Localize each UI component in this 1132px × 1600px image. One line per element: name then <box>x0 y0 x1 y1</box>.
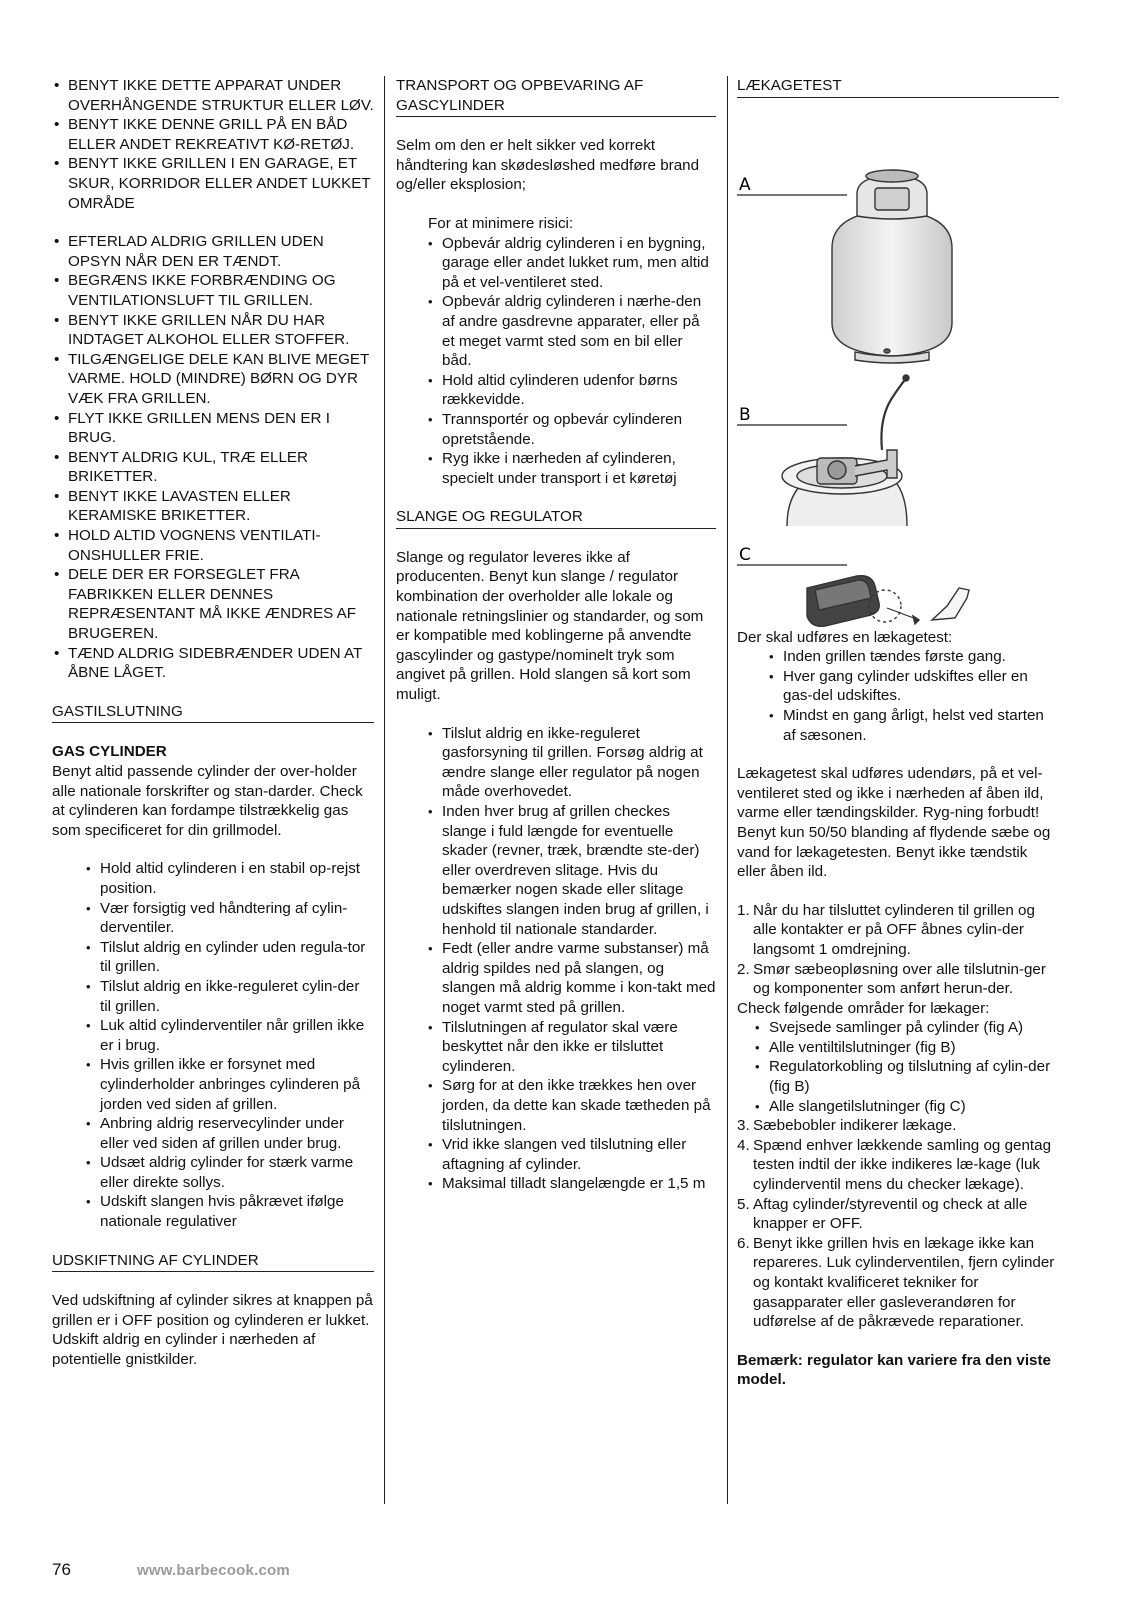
check-intro: Check følgende områder for lækager: <box>737 999 990 1017</box>
list-item: • BENYT IKKE DENNE GRILL PÅ EN BÅD ELLER ANDET REKREATIVT KØ-RETØJ. <box>52 115 374 154</box>
hose-connection-illustration <box>807 575 969 626</box>
step-number: 6. <box>737 1234 750 1252</box>
page-number: 76 <box>52 1560 71 1579</box>
transport-text: Selm om den er helt sikker ved korrekt håndtering kan skødesløshed medføre brand og/eller eksplosion; <box>396 137 700 194</box>
list-item: • Vær forsigtig ved håndtering af cylin-derventiler. <box>84 899 374 938</box>
list-item: • Anbring aldrig reservecylinder under eller ved siden af grillen under brug. <box>84 1114 374 1153</box>
list-item: • Hver gang cylinder udskiftes eller en gas-del udskiftes. <box>767 667 1059 706</box>
replace-cylinder-text: Ved udskiftning af cylinder sikres at knappen på grillen er i OFF position og cylinderen er lukket. Udskift aldrig en cylinder i nærheden af potentielle gnistkilder. <box>52 1292 373 1369</box>
list-item: • BENYT IKKE DETTE APPARAT UNDER OVERHÅNGENDE STRUKTUR ELLER LØV. <box>52 76 374 115</box>
step-text: Aftag cylinder/styreventil og check at alle knapper er OFF. <box>753 1195 1028 1233</box>
list-item: • BEGRÆNS IKKE FORBRÆNDING OG VENTILATIONSLUFT TIL GRILLEN. <box>52 271 374 310</box>
list-item: • BENYT IKKE GRILLEN NÅR DU HAR INDTAGET ALKOHOL ELLER STOFFER. <box>52 311 374 350</box>
list-item: • Ryg ikke i nærheden af cylinderen, specielt under transport i et køretøj <box>426 449 716 488</box>
list-item: • Hold altid cylinderen udenfor børns rækkevidde. <box>426 371 716 410</box>
list-item: • Inden hver brug af grillen checkes slange i fuld længde for eventuelle skader (revner, træk, brændte ste-der) eller overdreven slitage. Hvis du bemærker nogen skade eller slitage udskiftes slangen inden brug af grillen, i henhold til nationale standarder. <box>426 802 716 939</box>
list-item: • Tilslut aldrig en ikke-reguleret gasforsyning til grillen. Forsøg aldrig at ændre slange eller regulator på nogen måde overhovedet. <box>426 724 716 802</box>
list-item: • BENYT IKKE LAVASTEN ELLER KERAMISKE BRIKETTER. <box>52 487 374 526</box>
risk-intro: For at minimere risici: <box>428 214 574 232</box>
list-item: • Opbevár aldrig cylinderen i nærhe-den af andre gasdrevne apparater, eller på et meget varmt sted som en bil eller båd. <box>426 292 716 370</box>
list-item: • Luk altid cylinderventiler når grillen ikke er i brug. <box>84 1016 374 1055</box>
step-text: Smør sæbeopløsning over alle tilslutnin-ger og komponenter som anført herun-der. <box>753 960 1046 998</box>
step-text: Når du har tilsluttet cylinderen til grillen og alle kontakter er på OFF åbnes cylin-der langsomt 1 omdrejning. <box>753 901 1035 958</box>
risk-list <box>426 234 716 489</box>
list-item: • TÆND ALDRIG SIDEBRÆNDER UDEN AT ÅBNE LÅGET. <box>52 644 374 683</box>
hose-list <box>426 724 716 1194</box>
gas-connection-heading: GASTILSLUTNING <box>52 702 374 724</box>
gas-cylinder-text: Benyt altid passende cylinder der over-holder alle nationale forskrifter og stan-darder. Check at cylinderen kan fordampe tilstrækkelig gas som specificeret for din grillmodel. <box>52 763 363 839</box>
list-item: • Inden grillen tændes første gang. <box>767 647 1059 667</box>
leak-when-list <box>767 647 1059 745</box>
regulator-note: Bemærk: regulator kan variere fra den viste model. <box>737 1351 1052 1389</box>
list-item: • Fedt (eller andre varme substanser) må aldrig spildes ned på slangen, og slangen må aldrig komme i kon-takt med noget varmt sted på grillen. <box>426 939 716 1017</box>
step-item <box>737 901 1059 960</box>
list-item: • Vrid ikke slangen ved tilslutning eller aftagning af cylinder. <box>426 1135 716 1174</box>
list-item: • Hvis grillen ikke er forsynet med cylinderholder anbringes cylinderen på jorden ved siden af grillen. <box>84 1055 374 1114</box>
list-item: • Udsæt aldrig cylinder for stærk varme eller direkte sollys. <box>84 1153 374 1192</box>
list-item: • HOLD ALTID VOGNENS VENTILATI-ONSHULLER FRIE. <box>52 526 374 565</box>
hose-heading: SLANGE OG REGULATOR <box>396 507 716 529</box>
footer-url: www.barbecook.com <box>137 1562 290 1579</box>
list-item: • BENYT IKKE GRILLEN I EN GARAGE, ET SKUR, KORRIDOR ELLER ANDET LUKKET OMRÅDE <box>52 154 374 213</box>
figure-label-a: A <box>739 174 751 195</box>
step-item <box>737 1116 1059 1136</box>
column-3 <box>737 76 1059 1390</box>
step-item <box>737 1234 1059 1332</box>
replace-cylinder-heading: UDSKIFTNING AF CYLINDER <box>52 1251 374 1273</box>
list-item: • BENYT ALDRIG KUL, TRÆ ELLER BRIKETTER. <box>52 448 374 487</box>
step-item <box>737 1195 1059 1234</box>
list-item: • Alle ventiltilslutninger (fig B) <box>753 1038 1059 1058</box>
leak-text: Lækagetest skal udføres udendørs, på et vel-ventileret sted og ikke i nærheden af åben ild, varme eller tændingskilder. Ryg-ning forbudt! Benyt kun 50/50 blanding af flydende sæbe og vand for lækagetesten. Benyt ikke tændstik eller åben ild. <box>737 765 1051 881</box>
list-item: • Sørg for at den ikke trækkes hen over jorden, da dette kan skade tætheden på tilslutningen. <box>426 1076 716 1135</box>
list-item: • TILGÆNGELIGE DELE KAN BLIVE MEGET VARME. HOLD (MINDRE) BØRN OG DYR VÆK FRA GRILLEN. <box>52 350 374 409</box>
transport-heading: TRANSPORT OG OPBEVARING AF GASCYLINDER <box>396 76 716 117</box>
check-list <box>753 1018 1059 1116</box>
step-item <box>737 1136 1059 1195</box>
gas-cylinder-title: GAS CYLINDER <box>52 743 167 761</box>
column-2 <box>396 76 716 1194</box>
list-item: • Alle slangetilslutninger (fig C) <box>753 1097 1059 1117</box>
list-item: • DELE DER ER FORSEGLET FRA FABRIKKEN ELLER DENNES REPRÆSENTANT MÅ IKKE ÆNDRES AF BRUGEREN. <box>52 565 374 643</box>
list-item: • Hold altid cylinderen i en stabil op-rejst position. <box>84 859 374 898</box>
warning-list-a <box>52 76 374 213</box>
leak-test-heading: LÆKAGETEST <box>737 76 1059 98</box>
column-divider-1 <box>384 76 385 1504</box>
list-item: • Maksimal tilladt slangelængde er 1,5 m <box>426 1174 716 1194</box>
column-divider-2 <box>727 76 728 1504</box>
list-item: • FLYT IKKE GRILLEN MENS DEN ER I BRUG. <box>52 409 374 448</box>
leak-steps-list-1 <box>737 901 1059 999</box>
step-number: 5. <box>737 1195 750 1213</box>
list-item: • Mindst en gang årligt, helst ved starten af sæsonen. <box>767 706 1059 745</box>
list-item: • Trannsportér og opbevár cylinderen opretstående. <box>426 410 716 449</box>
list-item: • Tilslut aldrig en ikke-reguleret cylin-der til grillen. <box>84 977 374 1016</box>
warning-list-b <box>52 232 374 683</box>
list-item: • Opbevár aldrig cylinderen i en bygning, garage eller andet lukket rum, men altid på et vel-ventileret sted. <box>426 234 716 293</box>
step-number: 3. <box>737 1117 750 1135</box>
gas-cylinder-illustration <box>832 170 952 363</box>
step-text: Spænd enhver lækkende samling og gentag testen indtil der ikke indikeres læ-kage (luk cylinderventil mens du checker lækage). <box>753 1136 1052 1194</box>
hose-text: Slange og regulator leveres ikke af producenten. Benyt kun slange / regulator kombination der overholder alle lokale og nationale retningslinier og standarder, og som er kompatible med koblingerne på anvendte gascylinder og gastype/nominelt tryk som angivet på grillen. Hold slangen så kort som muligt. <box>396 548 704 704</box>
step-number: 2. <box>737 960 750 978</box>
list-item: • Regulatorkobling og tilslutning af cylin-der (fig B) <box>753 1057 1059 1096</box>
valve-regulator-illustration <box>782 375 909 526</box>
leak-intro: Der skal udføres en lækagetest: <box>737 628 953 646</box>
gas-cylinder-list <box>84 859 374 1231</box>
step-text: Benyt ikke grillen hvis en lækage ikke kan repareres. Luk cylinderventilen, fjern cylinder og kontakt kvalificeret tekniker for gasapparater eller gasleverandøren for udførelse af de påkrævede reparationer. <box>753 1234 1055 1331</box>
list-item: • Udskift slangen hvis påkrævet ifølge nationale regulativer <box>84 1192 374 1231</box>
list-item: • Tilslutningen af regulator skal være beskyttet når den ikke er tilsluttet cylinderen. <box>426 1018 716 1077</box>
list-item: • EFTERLAD ALDRIG GRILLEN UDEN OPSYN NÅR DEN ER TÆNDT. <box>52 232 374 271</box>
list-item: • Tilslut aldrig en cylinder uden regula-tor til grillen. <box>84 938 374 977</box>
leak-steps-list-2 <box>737 1116 1059 1332</box>
column-1 <box>52 76 374 1370</box>
figure-label-b: B <box>739 404 751 425</box>
step-number: 1. <box>737 901 750 919</box>
step-number: 4. <box>737 1136 750 1154</box>
step-item <box>737 960 1059 999</box>
figure-label-c: C <box>739 544 751 565</box>
step-text: Sæbebobler indikerer lækage. <box>753 1117 957 1135</box>
leak-test-figures <box>737 98 1059 628</box>
list-item: • Svejsede samlinger på cylinder (fig A) <box>753 1018 1059 1038</box>
